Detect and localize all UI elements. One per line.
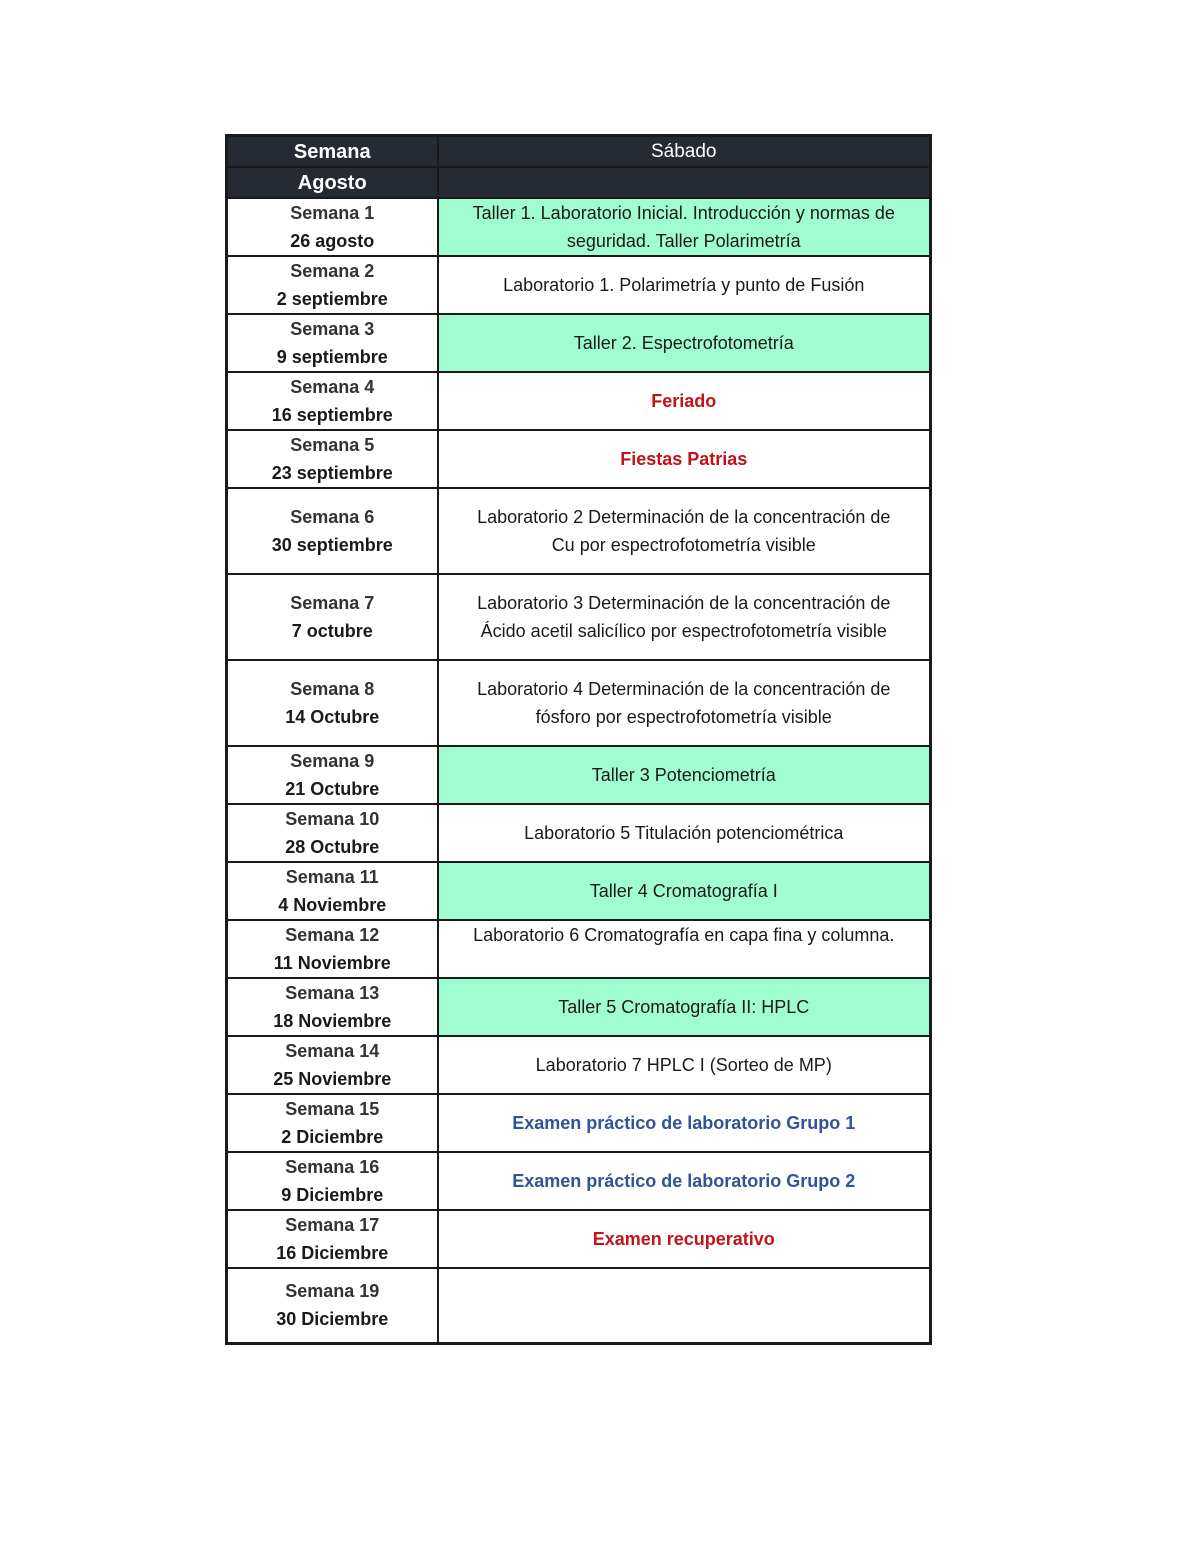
- week-cell: [227, 660, 438, 746]
- activity-cell: [438, 1268, 931, 1343]
- week-cell: [227, 1094, 438, 1152]
- week-label: Semana 9: [290, 751, 375, 771]
- activity-cell: [438, 430, 931, 488]
- week-cell: [227, 978, 438, 1036]
- week-date: 25 Noviembre: [273, 1069, 392, 1089]
- week-date: 2 septiembre: [276, 289, 388, 309]
- table-row: [227, 1268, 931, 1343]
- week-cell: [227, 862, 438, 920]
- activity-cell: [438, 804, 931, 862]
- week-cell: [227, 1036, 438, 1094]
- header-row: [227, 136, 931, 168]
- activity-cell: [438, 488, 931, 574]
- activity-text: seguridad. Taller Polarimetría: [566, 231, 801, 251]
- activity-text: Cu por espectrofotometría visible: [551, 535, 816, 555]
- table-row: [227, 660, 931, 746]
- activity-cell: [438, 372, 931, 430]
- table-body: [227, 198, 931, 1343]
- table-row: [227, 372, 931, 430]
- table-row: [227, 920, 931, 978]
- table-row: [227, 804, 931, 862]
- table-row: [227, 488, 931, 574]
- week-label: Semana 16: [285, 1157, 380, 1177]
- table-row: [227, 256, 931, 314]
- week-label: Semana 7: [290, 593, 375, 613]
- activity-text: Laboratorio 5 Titulación potenciométrica: [524, 823, 844, 843]
- activity-cell: [438, 746, 931, 804]
- activity-cell: [438, 862, 931, 920]
- activity-text: Examen práctico de laboratorio Grupo 1: [512, 1113, 856, 1133]
- week-date: 28 Octubre: [285, 837, 380, 857]
- week-label: Semana 10: [285, 809, 380, 829]
- week-label: Semana 3: [290, 319, 375, 339]
- activity-cell: [438, 660, 931, 746]
- week-cell: [227, 920, 438, 978]
- activity-text: Taller 3 Potenciometría: [591, 765, 776, 785]
- column-header-week: Semana: [227, 136, 438, 168]
- week-label: Semana 5: [290, 435, 375, 455]
- week-date: 26 agosto: [290, 231, 375, 251]
- activity-cell: [438, 1036, 931, 1094]
- month-empty-cell: [438, 167, 931, 198]
- week-cell: [227, 574, 438, 660]
- week-date: 16 septiembre: [271, 405, 393, 425]
- activity-text: Fiestas Patrias: [620, 449, 748, 469]
- activity-text: Laboratorio 4 Determinación de la concentración de: [477, 679, 891, 699]
- week-label: Semana 8: [290, 679, 375, 699]
- week-date: 30 Diciembre: [276, 1309, 389, 1330]
- week-label: Semana 14: [285, 1041, 380, 1061]
- activity-text: Laboratorio 7 HPLC I (Sorteo de MP): [535, 1055, 832, 1075]
- table-row: [227, 1210, 931, 1268]
- activity-text: Taller 1. Laboratorio Inicial. Introducción y normas de: [472, 203, 895, 223]
- week-date: 7 octubre: [291, 621, 373, 641]
- activity-cell: [438, 1210, 931, 1268]
- week-date: 30 septiembre: [271, 535, 393, 555]
- week-date: 2 Diciembre: [281, 1127, 384, 1147]
- activity-text: Ácido acetil salicílico por espectrofotometría visible: [480, 621, 887, 641]
- week-cell: [227, 430, 438, 488]
- activity-cell: [438, 920, 931, 978]
- week-date: 16 Diciembre: [276, 1243, 389, 1263]
- activity-text: fósforo por espectrofotometría visible: [535, 707, 832, 727]
- table-row: [227, 430, 931, 488]
- week-date: 11 Noviembre: [273, 953, 391, 973]
- week-cell: [227, 198, 438, 256]
- activity-text: Feriado: [651, 391, 717, 411]
- table-row: [227, 978, 931, 1036]
- week-date: 18 Noviembre: [273, 1011, 392, 1031]
- schedule-table: [225, 134, 932, 1345]
- activity-cell: [438, 1152, 931, 1210]
- table-header: [227, 136, 931, 199]
- week-cell: [227, 1268, 438, 1343]
- week-label: Semana 13: [285, 983, 380, 1003]
- activity-cell: [438, 978, 931, 1036]
- week-cell: [227, 746, 438, 804]
- table-row: [227, 574, 931, 660]
- month-label: Agosto: [227, 167, 438, 198]
- week-label: Semana 4: [290, 377, 375, 397]
- week-cell: [227, 804, 438, 862]
- table-row: [227, 314, 931, 372]
- week-date: 4 Noviembre: [278, 895, 387, 915]
- week-cell: [227, 488, 438, 574]
- week-label: Semana 19: [285, 1281, 380, 1302]
- week-date: 23 septiembre: [271, 463, 393, 483]
- table-row: [227, 1152, 931, 1210]
- table-row: [227, 746, 931, 804]
- activity-cell: [438, 256, 931, 314]
- activity-cell: [438, 198, 931, 256]
- activity-text: Taller 2. Espectrofotometría: [573, 333, 794, 353]
- week-date: 14 Octubre: [285, 707, 380, 727]
- activity-text: Taller 5 Cromatografía II: HPLC: [558, 997, 810, 1017]
- activity-text: Laboratorio 1. Polarimetría y punto de Fusión: [503, 275, 865, 295]
- week-label: Semana 1: [290, 203, 375, 223]
- activity-cell: [438, 314, 931, 372]
- week-date: 9 Diciembre: [281, 1185, 384, 1205]
- activity-text: Examen práctico de laboratorio Grupo 2: [512, 1171, 856, 1191]
- week-cell: [227, 372, 438, 430]
- week-cell: [227, 314, 438, 372]
- week-label: Semana 2: [290, 261, 375, 281]
- week-date: 21 Octubre: [285, 779, 380, 799]
- week-date: 9 septiembre: [276, 347, 388, 367]
- table-row: [227, 1094, 931, 1152]
- week-cell: [227, 1152, 438, 1210]
- activity-cell: [438, 1094, 931, 1152]
- month-row: [227, 167, 931, 198]
- activity-cell: [438, 574, 931, 660]
- week-label: Semana 11: [285, 867, 379, 887]
- table-row: [227, 1036, 931, 1094]
- activity-text: Laboratorio 6 Cromatografía en capa fina y columna.: [473, 925, 895, 945]
- week-label: Semana 17: [285, 1215, 380, 1235]
- activity-text: Examen recuperativo: [592, 1229, 775, 1249]
- week-label: Semana 6: [290, 507, 375, 527]
- activity-text: Taller 4 Cromatografía I: [589, 881, 778, 901]
- week-cell: [227, 256, 438, 314]
- week-label: Semana 15: [285, 1099, 380, 1119]
- week-label: Semana 12: [285, 925, 380, 945]
- column-header-saturday: Sábado: [438, 136, 931, 168]
- activity-text: Laboratorio 2 Determinación de la concentración de: [477, 507, 891, 527]
- week-cell: [227, 1210, 438, 1268]
- activity-text: Laboratorio 3 Determinación de la concentración de: [477, 593, 891, 613]
- table-row: [227, 198, 931, 256]
- table-row: [227, 862, 931, 920]
